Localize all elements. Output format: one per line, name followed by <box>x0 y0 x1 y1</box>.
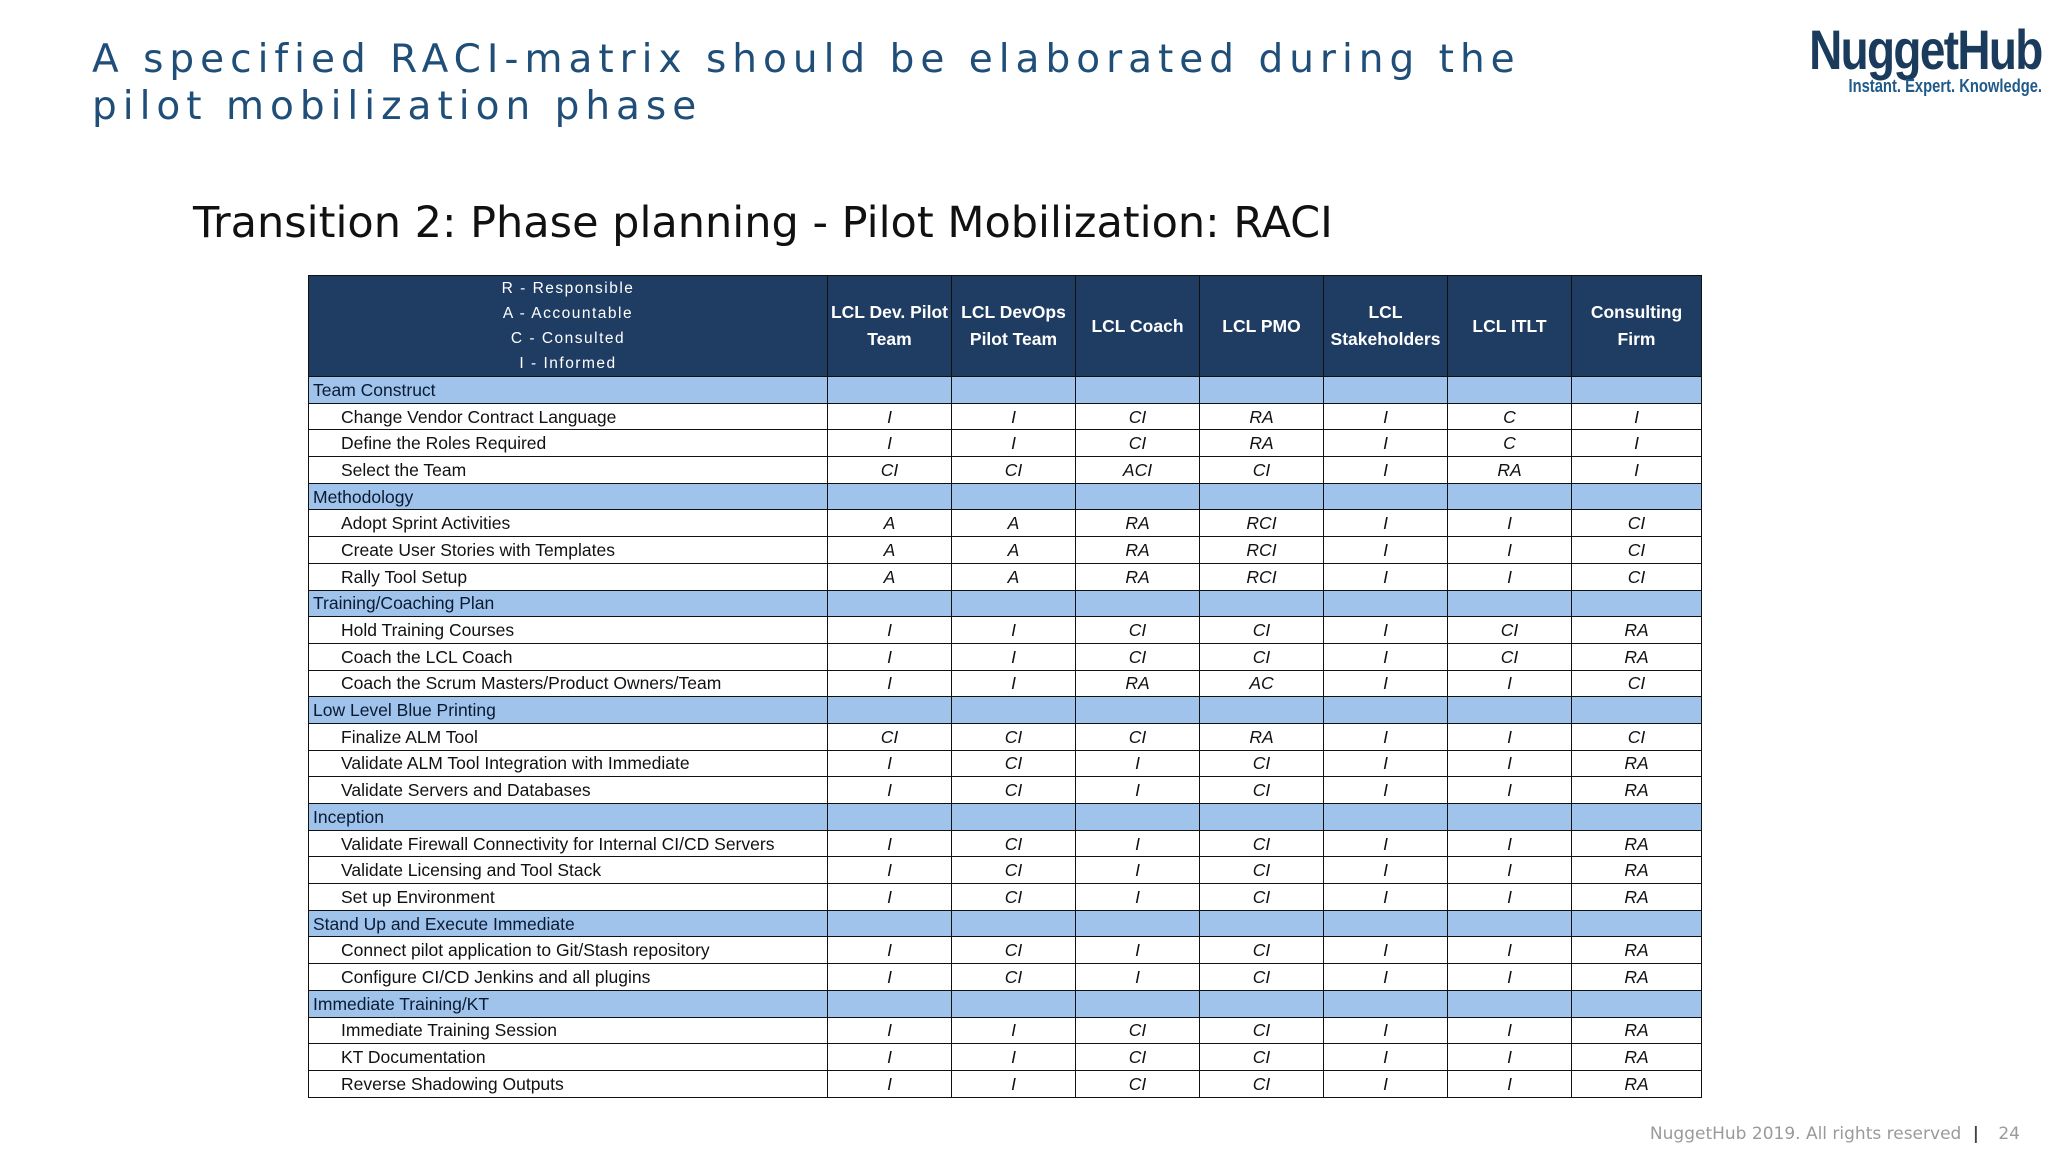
raci-value-cell: CI <box>952 723 1076 750</box>
section-empty-cell <box>1076 590 1200 617</box>
column-header-lcl-itlt: LCL ITLT <box>1448 276 1572 377</box>
table-row <box>309 670 1702 697</box>
raci-value-cell: I <box>1324 537 1448 564</box>
raci-value-cell: RA <box>1572 643 1702 670</box>
raci-value-cell: I <box>1324 670 1448 697</box>
table-row <box>309 857 1702 884</box>
raci-value-cell: I <box>952 1044 1076 1071</box>
raci-value-cell: I <box>1076 884 1200 911</box>
raci-value-cell: RCI <box>1200 563 1324 590</box>
column-header-consulting-firm: Consulting Firm <box>1572 276 1702 377</box>
table-row <box>309 723 1702 750</box>
raci-value-cell: I <box>1448 670 1572 697</box>
raci-value-cell: CI <box>1200 1044 1324 1071</box>
section-empty-cell <box>1076 377 1200 404</box>
raci-value-cell: I <box>1324 723 1448 750</box>
raci-value-cell: CI <box>1200 643 1324 670</box>
raci-value-cell: CI <box>1200 884 1324 911</box>
raci-value-cell: I <box>1076 830 1200 857</box>
column-header-dev-pilot-team: LCL Dev. Pilot Team <box>828 276 952 377</box>
section-name: Immediate Training/KT <box>309 990 828 1017</box>
table-subtitle: Transition 2: Phase planning - Pilot Mobilization: RACI <box>193 198 1333 248</box>
section-empty-cell <box>1572 910 1702 937</box>
column-header-lcl-stakeholders: LCL Stakeholders <box>1324 276 1448 377</box>
section-empty-cell <box>1448 910 1572 937</box>
raci-value-cell: I <box>1324 750 1448 777</box>
raci-value-cell: I <box>1324 964 1448 991</box>
task-name: Hold Training Courses <box>309 617 828 644</box>
section-empty-cell <box>1200 804 1324 831</box>
task-name: Reverse Shadowing Outputs <box>309 1070 828 1097</box>
raci-value-cell: RA <box>1076 510 1200 537</box>
raci-value-cell: CI <box>1200 964 1324 991</box>
raci-value-cell: I <box>828 1070 952 1097</box>
section-empty-cell <box>1448 377 1572 404</box>
column-header-lcl-coach: LCL Coach <box>1076 276 1200 377</box>
raci-value-cell: CI <box>1200 937 1324 964</box>
raci-value-cell: I <box>828 617 952 644</box>
raci-value-cell: I <box>1448 884 1572 911</box>
legend-responsible: R - Responsible <box>501 280 635 297</box>
raci-value-cell: I <box>828 403 952 430</box>
slide-title: A specified RACI-matrix should be elaborated during the pilot mobilization phase <box>92 37 1521 129</box>
raci-value-cell: I <box>1324 510 1448 537</box>
table-row <box>309 510 1702 537</box>
section-empty-cell <box>952 377 1076 404</box>
task-name: Validate Licensing and Tool Stack <box>309 857 828 884</box>
section-empty-cell <box>1572 483 1702 510</box>
section-empty-cell <box>952 483 1076 510</box>
raci-value-cell: I <box>1448 937 1572 964</box>
raci-value-cell: I <box>952 1017 1076 1044</box>
raci-value-cell: ACI <box>1076 457 1200 484</box>
table-row <box>309 537 1702 564</box>
raci-value-cell: I <box>1448 510 1572 537</box>
section-empty-cell <box>1572 990 1702 1017</box>
task-name: Set up Environment <box>309 884 828 911</box>
section-row <box>309 804 1702 831</box>
raci-value-cell: CI <box>952 884 1076 911</box>
raci-value-cell: I <box>1448 830 1572 857</box>
table-row <box>309 964 1702 991</box>
raci-value-cell: C <box>1448 403 1572 430</box>
raci-value-cell: I <box>828 670 952 697</box>
table-header-row <box>309 276 1702 377</box>
raci-value-cell: I <box>1448 723 1572 750</box>
raci-value-cell: A <box>828 563 952 590</box>
raci-value-cell: RA <box>1572 1017 1702 1044</box>
raci-value-cell: I <box>828 777 952 804</box>
table-row <box>309 1070 1702 1097</box>
task-name: Define the Roles Required <box>309 430 828 457</box>
raci-value-cell: I <box>1324 1044 1448 1071</box>
section-empty-cell <box>1200 910 1324 937</box>
section-empty-cell <box>1200 590 1324 617</box>
raci-value-cell: RA <box>1572 1044 1702 1071</box>
raci-value-cell: RA <box>1572 830 1702 857</box>
section-row <box>309 377 1702 404</box>
raci-value-cell: I <box>1448 750 1572 777</box>
raci-value-cell: CI <box>1200 1070 1324 1097</box>
raci-value-cell: CI <box>1076 403 1200 430</box>
table-row <box>309 1017 1702 1044</box>
raci-value-cell: I <box>952 403 1076 430</box>
raci-value-cell: CI <box>1572 723 1702 750</box>
raci-value-cell: CI <box>952 777 1076 804</box>
raci-value-cell: CI <box>1076 1044 1200 1071</box>
logo-wordmark: NuggetHub <box>1809 18 2042 81</box>
table-row <box>309 750 1702 777</box>
table-row <box>309 563 1702 590</box>
section-empty-cell <box>1572 590 1702 617</box>
raci-value-cell: RA <box>1572 750 1702 777</box>
raci-value-cell: I <box>1448 1044 1572 1071</box>
raci-value-cell: CI <box>1200 830 1324 857</box>
footer-copyright: NuggetHub 2019. All rights reserved <box>1649 1124 1962 1144</box>
raci-value-cell: I <box>828 1017 952 1044</box>
table-row <box>309 643 1702 670</box>
raci-value-cell: RA <box>1572 1070 1702 1097</box>
raci-value-cell: I <box>952 670 1076 697</box>
raci-value-cell: I <box>952 643 1076 670</box>
raci-value-cell: CI <box>1076 723 1200 750</box>
table-row <box>309 777 1702 804</box>
raci-value-cell: CI <box>1076 643 1200 670</box>
raci-value-cell: I <box>1448 1017 1572 1044</box>
section-empty-cell <box>828 377 952 404</box>
raci-value-cell: I <box>1448 777 1572 804</box>
raci-value-cell: CI <box>1076 617 1200 644</box>
task-name: Change Vendor Contract Language <box>309 403 828 430</box>
section-name: Training/Coaching Plan <box>309 590 828 617</box>
section-empty-cell <box>1324 483 1448 510</box>
footer-separator: | <box>1972 1124 1979 1144</box>
raci-value-cell: I <box>1448 537 1572 564</box>
section-empty-cell <box>1572 804 1702 831</box>
column-header-lcl-pmo: LCL PMO <box>1200 276 1324 377</box>
raci-value-cell: CI <box>1200 457 1324 484</box>
section-row <box>309 483 1702 510</box>
task-name: Coach the Scrum Masters/Product Owners/Team <box>309 670 828 697</box>
section-name: Inception <box>309 804 828 831</box>
section-empty-cell <box>1200 483 1324 510</box>
table-row <box>309 457 1702 484</box>
section-empty-cell <box>828 804 952 831</box>
section-empty-cell <box>828 990 952 1017</box>
raci-value-cell: RA <box>1200 403 1324 430</box>
section-empty-cell <box>1572 377 1702 404</box>
section-empty-cell <box>1572 697 1702 724</box>
section-row <box>309 697 1702 724</box>
section-empty-cell <box>1076 910 1200 937</box>
raci-value-cell: CI <box>952 830 1076 857</box>
section-empty-cell <box>1076 990 1200 1017</box>
raci-value-cell: CI <box>828 457 952 484</box>
raci-value-cell: RCI <box>1200 510 1324 537</box>
raci-value-cell: RA <box>1572 937 1702 964</box>
raci-value-cell: RA <box>1572 617 1702 644</box>
raci-value-cell: I <box>1324 830 1448 857</box>
section-empty-cell <box>952 910 1076 937</box>
column-header-devops-pilot-team: LCL DevOps Pilot Team <box>952 276 1076 377</box>
task-name: Connect pilot application to Git/Stash repository <box>309 937 828 964</box>
section-name: Team Construct <box>309 377 828 404</box>
section-empty-cell <box>1324 590 1448 617</box>
section-empty-cell <box>828 483 952 510</box>
section-name: Stand Up and Execute Immediate <box>309 910 828 937</box>
raci-value-cell: I <box>1324 857 1448 884</box>
raci-value-cell: CI <box>1200 857 1324 884</box>
task-name: KT Documentation <box>309 1044 828 1071</box>
raci-value-cell: I <box>828 830 952 857</box>
section-empty-cell <box>1324 910 1448 937</box>
raci-value-cell: RA <box>1572 777 1702 804</box>
raci-value-cell: RA <box>1200 723 1324 750</box>
raci-value-cell: A <box>828 510 952 537</box>
legend-informed: I - Informed <box>519 355 617 372</box>
raci-value-cell: I <box>828 857 952 884</box>
task-name: Validate ALM Tool Integration with Immediate <box>309 750 828 777</box>
raci-value-cell: CI <box>1200 1017 1324 1044</box>
raci-value-cell: CI <box>1200 750 1324 777</box>
raci-value-cell: CI <box>1448 643 1572 670</box>
raci-value-cell: RA <box>1448 457 1572 484</box>
section-empty-cell <box>1448 697 1572 724</box>
table-row <box>309 937 1702 964</box>
task-name: Select the Team <box>309 457 828 484</box>
raci-value-cell: RA <box>1572 884 1702 911</box>
raci-value-cell: I <box>1448 563 1572 590</box>
raci-value-cell: I <box>1572 430 1702 457</box>
section-empty-cell <box>1076 697 1200 724</box>
raci-value-cell: I <box>1324 457 1448 484</box>
raci-value-cell: I <box>1324 1017 1448 1044</box>
task-name: Configure CI/CD Jenkins and all plugins <box>309 964 828 991</box>
task-name: Finalize ALM Tool <box>309 723 828 750</box>
section-empty-cell <box>1324 990 1448 1017</box>
task-name: Validate Firewall Connectivity for Internal CI/CD Servers <box>309 830 828 857</box>
raci-value-cell: I <box>828 964 952 991</box>
raci-value-cell: RCI <box>1200 537 1324 564</box>
section-empty-cell <box>1076 804 1200 831</box>
raci-value-cell: I <box>1324 430 1448 457</box>
raci-value-cell: CI <box>1572 510 1702 537</box>
section-empty-cell <box>952 804 1076 831</box>
raci-value-cell: I <box>952 617 1076 644</box>
task-name: Create User Stories with Templates <box>309 537 828 564</box>
nuggethub-logo <box>1752 18 2042 100</box>
raci-value-cell: I <box>1076 750 1200 777</box>
section-empty-cell <box>1448 483 1572 510</box>
raci-legend <box>309 276 828 377</box>
raci-value-cell: C <box>1448 430 1572 457</box>
raci-value-cell: CI <box>1200 777 1324 804</box>
task-name: Validate Servers and Databases <box>309 777 828 804</box>
raci-value-cell: I <box>828 750 952 777</box>
legend-consulted: C - Consulted <box>510 330 626 347</box>
raci-value-cell: CI <box>1448 617 1572 644</box>
raci-value-cell: I <box>1572 403 1702 430</box>
raci-value-cell: I <box>952 1070 1076 1097</box>
section-name: Methodology <box>309 483 828 510</box>
raci-value-cell: CI <box>952 964 1076 991</box>
raci-value-cell: I <box>1076 937 1200 964</box>
task-name: Rally Tool Setup <box>309 563 828 590</box>
table-row <box>309 830 1702 857</box>
section-row <box>309 990 1702 1017</box>
raci-value-cell: RA <box>1200 430 1324 457</box>
raci-value-cell: I <box>1324 643 1448 670</box>
raci-value-cell: CI <box>952 457 1076 484</box>
raci-value-cell: RA <box>1076 537 1200 564</box>
raci-value-cell: CI <box>952 750 1076 777</box>
section-empty-cell <box>1324 804 1448 831</box>
section-empty-cell <box>952 590 1076 617</box>
raci-value-cell: I <box>1324 884 1448 911</box>
section-empty-cell <box>1076 483 1200 510</box>
table-row <box>309 884 1702 911</box>
raci-value-cell: CI <box>952 857 1076 884</box>
raci-value-cell: RA <box>1572 964 1702 991</box>
raci-value-cell: A <box>952 510 1076 537</box>
raci-value-cell: I <box>1076 777 1200 804</box>
section-empty-cell <box>1448 804 1572 831</box>
raci-value-cell: I <box>1448 1070 1572 1097</box>
raci-value-cell: I <box>1324 1070 1448 1097</box>
section-empty-cell <box>1324 697 1448 724</box>
raci-value-cell: I <box>828 430 952 457</box>
section-empty-cell <box>952 990 1076 1017</box>
section-empty-cell <box>1448 990 1572 1017</box>
section-empty-cell <box>952 697 1076 724</box>
raci-value-cell: CI <box>1572 670 1702 697</box>
raci-value-cell: RA <box>1076 670 1200 697</box>
table-row <box>309 430 1702 457</box>
section-empty-cell <box>1200 990 1324 1017</box>
table-body <box>309 377 1702 1098</box>
section-empty-cell <box>828 910 952 937</box>
raci-value-cell: CI <box>1076 1017 1200 1044</box>
raci-value-cell: CI <box>952 937 1076 964</box>
raci-value-cell: I <box>828 937 952 964</box>
section-empty-cell <box>828 697 952 724</box>
raci-value-cell: I <box>828 1044 952 1071</box>
raci-value-cell: I <box>1324 563 1448 590</box>
raci-value-cell: RA <box>1076 563 1200 590</box>
raci-value-cell: CI <box>1076 1070 1200 1097</box>
raci-value-cell: A <box>828 537 952 564</box>
table-row <box>309 1044 1702 1071</box>
raci-value-cell: AC <box>1200 670 1324 697</box>
raci-value-cell: I <box>1448 964 1572 991</box>
raci-value-cell: I <box>1324 937 1448 964</box>
section-name: Low Level Blue Printing <box>309 697 828 724</box>
raci-value-cell: I <box>1324 617 1448 644</box>
raci-value-cell: CI <box>828 723 952 750</box>
footer <box>1650 1124 2020 1144</box>
raci-value-cell: I <box>1448 857 1572 884</box>
table-row <box>309 617 1702 644</box>
raci-value-cell: RA <box>1572 857 1702 884</box>
section-empty-cell <box>1200 697 1324 724</box>
raci-value-cell: A <box>952 563 1076 590</box>
logo-tagline: Instant. Expert. Knowledge. <box>1848 76 2042 96</box>
section-empty-cell <box>1200 377 1324 404</box>
section-row <box>309 910 1702 937</box>
raci-value-cell: CI <box>1572 537 1702 564</box>
section-empty-cell <box>828 590 952 617</box>
raci-value-cell: CI <box>1076 430 1200 457</box>
section-empty-cell <box>1448 590 1572 617</box>
section-row <box>309 590 1702 617</box>
raci-value-cell: I <box>1076 857 1200 884</box>
page-number: 24 <box>1998 1124 2020 1144</box>
raci-value-cell: A <box>952 537 1076 564</box>
raci-value-cell: I <box>952 430 1076 457</box>
raci-value-cell: I <box>1324 403 1448 430</box>
raci-value-cell: CI <box>1200 617 1324 644</box>
legend-accountable: A - Accountable <box>502 305 634 322</box>
raci-value-cell: CI <box>1572 563 1702 590</box>
raci-value-cell: I <box>1076 964 1200 991</box>
raci-value-cell: I <box>828 643 952 670</box>
raci-matrix-table <box>308 275 1702 1098</box>
task-name: Adopt Sprint Activities <box>309 510 828 537</box>
section-empty-cell <box>1324 377 1448 404</box>
raci-value-cell: I <box>1572 457 1702 484</box>
task-name: Coach the LCL Coach <box>309 643 828 670</box>
raci-value-cell: I <box>828 884 952 911</box>
table-row <box>309 403 1702 430</box>
task-name: Immediate Training Session <box>309 1017 828 1044</box>
raci-value-cell: I <box>1324 777 1448 804</box>
